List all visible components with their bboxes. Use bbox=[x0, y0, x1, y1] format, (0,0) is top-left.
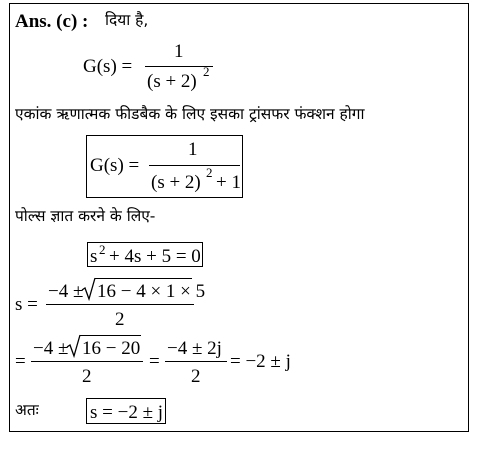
eq5-denominator-2: 2 bbox=[191, 366, 201, 387]
eq2-lhs: G(s) = bbox=[90, 155, 140, 176]
answer-label: Ans. (c) : bbox=[15, 11, 89, 32]
eq5-radicand: 16 − 20 bbox=[82, 338, 141, 359]
eq4-fraction-bar bbox=[46, 304, 194, 305]
eq5-fraction-bar bbox=[31, 361, 143, 362]
eq4-denominator: 2 bbox=[115, 309, 125, 330]
eq5-equals: = bbox=[15, 351, 26, 372]
eq2-numerator: 1 bbox=[188, 139, 198, 160]
eq5-fraction-bar-2 bbox=[165, 361, 227, 362]
solution-card bbox=[9, 3, 469, 432]
eq5-denominator: 2 bbox=[82, 366, 92, 387]
eq2-fraction-bar bbox=[149, 165, 240, 166]
eq1-numerator: 1 bbox=[174, 41, 184, 62]
eq3-s: s bbox=[90, 246, 98, 267]
sqrt-sign-icon bbox=[82, 278, 96, 300]
intro-text: दिया है, bbox=[105, 11, 149, 29]
eq5-numerator-2: −4 ± 2j bbox=[167, 338, 222, 359]
eq1-lhs: G(s) = bbox=[83, 56, 133, 77]
eq4-radicand: 16 − 4 × 1 × 5 bbox=[97, 281, 206, 302]
therefore-label: अतः bbox=[15, 401, 39, 419]
eq2-exponent: 2 bbox=[206, 165, 213, 180]
eq5-num-prefix: −4 ± bbox=[33, 338, 69, 359]
eq5-equals-2: = bbox=[149, 351, 160, 372]
eq1-denominator: (s + 2) bbox=[147, 71, 197, 92]
eq5-radical-bar bbox=[80, 335, 141, 336]
eq4-radical-bar bbox=[95, 278, 192, 279]
characteristic-equation-box bbox=[87, 242, 203, 267]
eq3-rest: + 4s + 5 = 0 bbox=[109, 246, 201, 267]
final-answer-box bbox=[86, 398, 166, 424]
eq3-exponent: 2 bbox=[99, 242, 106, 257]
eq1-exponent: 2 bbox=[203, 64, 210, 79]
closed-loop-tf-box bbox=[86, 135, 243, 198]
eq5-result: = −2 ± j bbox=[230, 351, 291, 372]
eq4-lhs: s = bbox=[15, 294, 38, 315]
eq4-num-prefix: −4 ± bbox=[48, 281, 84, 302]
final-answer: s = −2 ± j bbox=[90, 402, 164, 423]
sqrt-sign-icon bbox=[67, 335, 81, 357]
eq2-tail: + 1 bbox=[216, 172, 241, 193]
poles-text: पोल्स ज्ञात करने के लिए- bbox=[15, 207, 156, 225]
feedback-text: एकांक ऋणात्मक फीडबैक के लिए इसका ट्रांसफर फंक्शन होगा bbox=[15, 105, 365, 123]
eq2-denominator: (s + 2) bbox=[151, 172, 201, 193]
